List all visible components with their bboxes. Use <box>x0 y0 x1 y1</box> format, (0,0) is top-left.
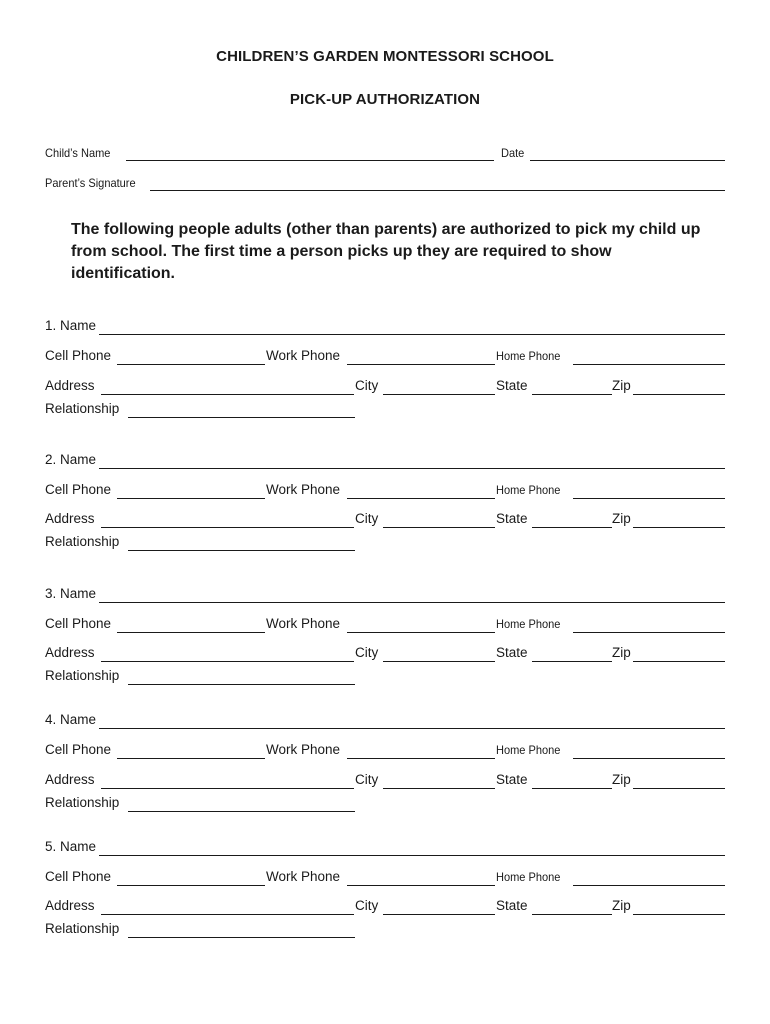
city-label: City <box>355 645 379 660</box>
cell-phone-field[interactable] <box>117 885 265 886</box>
address-field[interactable] <box>101 661 354 662</box>
parent-signature-label: Parent’s Signature <box>45 176 136 190</box>
name-label: 1. Name <box>45 318 97 333</box>
zip-field[interactable] <box>633 394 725 395</box>
cell-phone-field[interactable] <box>117 632 265 633</box>
work-phone-label: Work Phone <box>266 348 341 363</box>
city-label: City <box>355 772 379 787</box>
relationship-label: Relationship <box>45 668 120 683</box>
address-field[interactable] <box>101 527 354 528</box>
address-label: Address <box>45 378 95 393</box>
zip-label: Zip <box>612 378 631 393</box>
state-field[interactable] <box>532 527 612 528</box>
name-label: 5. Name <box>45 839 97 854</box>
city-field[interactable] <box>383 527 495 528</box>
name-field[interactable] <box>99 855 725 856</box>
state-field[interactable] <box>532 914 612 915</box>
state-label: State <box>496 645 528 660</box>
address-label: Address <box>45 772 95 787</box>
work-phone-field[interactable] <box>347 758 495 759</box>
date-label: Date <box>501 146 525 160</box>
child-name-field[interactable] <box>126 160 494 161</box>
zip-label: Zip <box>612 772 631 787</box>
cell-phone-field[interactable] <box>117 758 265 759</box>
address-label: Address <box>45 898 95 913</box>
state-field[interactable] <box>532 661 612 662</box>
city-field[interactable] <box>383 394 495 395</box>
zip-label: Zip <box>612 511 631 526</box>
name-label: 3. Name <box>45 586 97 601</box>
city-field[interactable] <box>383 914 495 915</box>
child-name-label: Child’s Name <box>45 146 111 160</box>
relationship-field[interactable] <box>128 550 355 551</box>
work-phone-field[interactable] <box>347 885 495 886</box>
home-phone-field[interactable] <box>573 758 725 759</box>
state-field[interactable] <box>532 394 612 395</box>
address-field[interactable] <box>101 914 354 915</box>
city-field[interactable] <box>383 788 495 789</box>
cell-phone-label: Cell Phone <box>45 869 112 884</box>
name-label: 4. Name <box>45 712 97 727</box>
work-phone-label: Work Phone <box>266 616 341 631</box>
city-label: City <box>355 378 379 393</box>
cell-phone-label: Cell Phone <box>45 482 112 497</box>
name-field[interactable] <box>99 728 725 729</box>
cell-phone-field[interactable] <box>117 364 265 365</box>
home-phone-label: Home Phone <box>496 349 561 363</box>
cell-phone-label: Cell Phone <box>45 616 112 631</box>
state-field[interactable] <box>532 788 612 789</box>
state-label: State <box>496 898 528 913</box>
parent-signature-field[interactable] <box>150 190 725 191</box>
authorized-person-1 <box>0 318 770 428</box>
home-phone-field[interactable] <box>573 885 725 886</box>
relationship-label: Relationship <box>45 795 120 810</box>
work-phone-field[interactable] <box>347 364 495 365</box>
address-field[interactable] <box>101 788 354 789</box>
home-phone-field[interactable] <box>573 632 725 633</box>
zip-field[interactable] <box>633 788 725 789</box>
relationship-field[interactable] <box>128 811 355 812</box>
cell-phone-label: Cell Phone <box>45 348 112 363</box>
city-field[interactable] <box>383 661 495 662</box>
address-label: Address <box>45 645 95 660</box>
relationship-label: Relationship <box>45 534 120 549</box>
name-label: 2. Name <box>45 452 97 467</box>
relationship-label: Relationship <box>45 401 120 416</box>
home-phone-label: Home Phone <box>496 483 561 497</box>
zip-field[interactable] <box>633 661 725 662</box>
relationship-field[interactable] <box>128 417 355 418</box>
state-label: State <box>496 772 528 787</box>
zip-label: Zip <box>612 645 631 660</box>
cell-phone-label: Cell Phone <box>45 742 112 757</box>
work-phone-field[interactable] <box>347 498 495 499</box>
authorized-person-2 <box>0 452 770 562</box>
relationship-field[interactable] <box>128 937 355 938</box>
authorization-statement: The following people adults (other than parents) are authorized to pick my child up from school. The first time a person picks up they are required to show identification. <box>71 221 701 282</box>
date-field[interactable] <box>530 160 725 161</box>
relationship-label: Relationship <box>45 921 120 936</box>
zip-label: Zip <box>612 898 631 913</box>
work-phone-field[interactable] <box>347 632 495 633</box>
authorized-person-3 <box>0 586 770 696</box>
cell-phone-field[interactable] <box>117 498 265 499</box>
state-label: State <box>496 511 528 526</box>
zip-field[interactable] <box>633 527 725 528</box>
name-field[interactable] <box>99 602 725 603</box>
authorized-person-5 <box>0 839 770 949</box>
home-phone-label: Home Phone <box>496 870 561 884</box>
form-title: PICK-UP AUTHORIZATION <box>289 91 481 108</box>
state-label: State <box>496 378 528 393</box>
home-phone-field[interactable] <box>573 364 725 365</box>
city-label: City <box>355 511 379 526</box>
work-phone-label: Work Phone <box>266 742 341 757</box>
home-phone-label: Home Phone <box>496 743 561 757</box>
zip-field[interactable] <box>633 914 725 915</box>
work-phone-label: Work Phone <box>266 869 341 884</box>
home-phone-label: Home Phone <box>496 617 561 631</box>
address-label: Address <box>45 511 95 526</box>
relationship-field[interactable] <box>128 684 355 685</box>
school-name: CHILDREN’S GARDEN MONTESSORI SCHOOL <box>216 48 554 65</box>
name-field[interactable] <box>99 334 725 335</box>
work-phone-label: Work Phone <box>266 482 341 497</box>
name-field[interactable] <box>99 468 725 469</box>
address-field[interactable] <box>101 394 354 395</box>
city-label: City <box>355 898 379 913</box>
authorized-person-4 <box>0 712 770 822</box>
home-phone-field[interactable] <box>573 498 725 499</box>
